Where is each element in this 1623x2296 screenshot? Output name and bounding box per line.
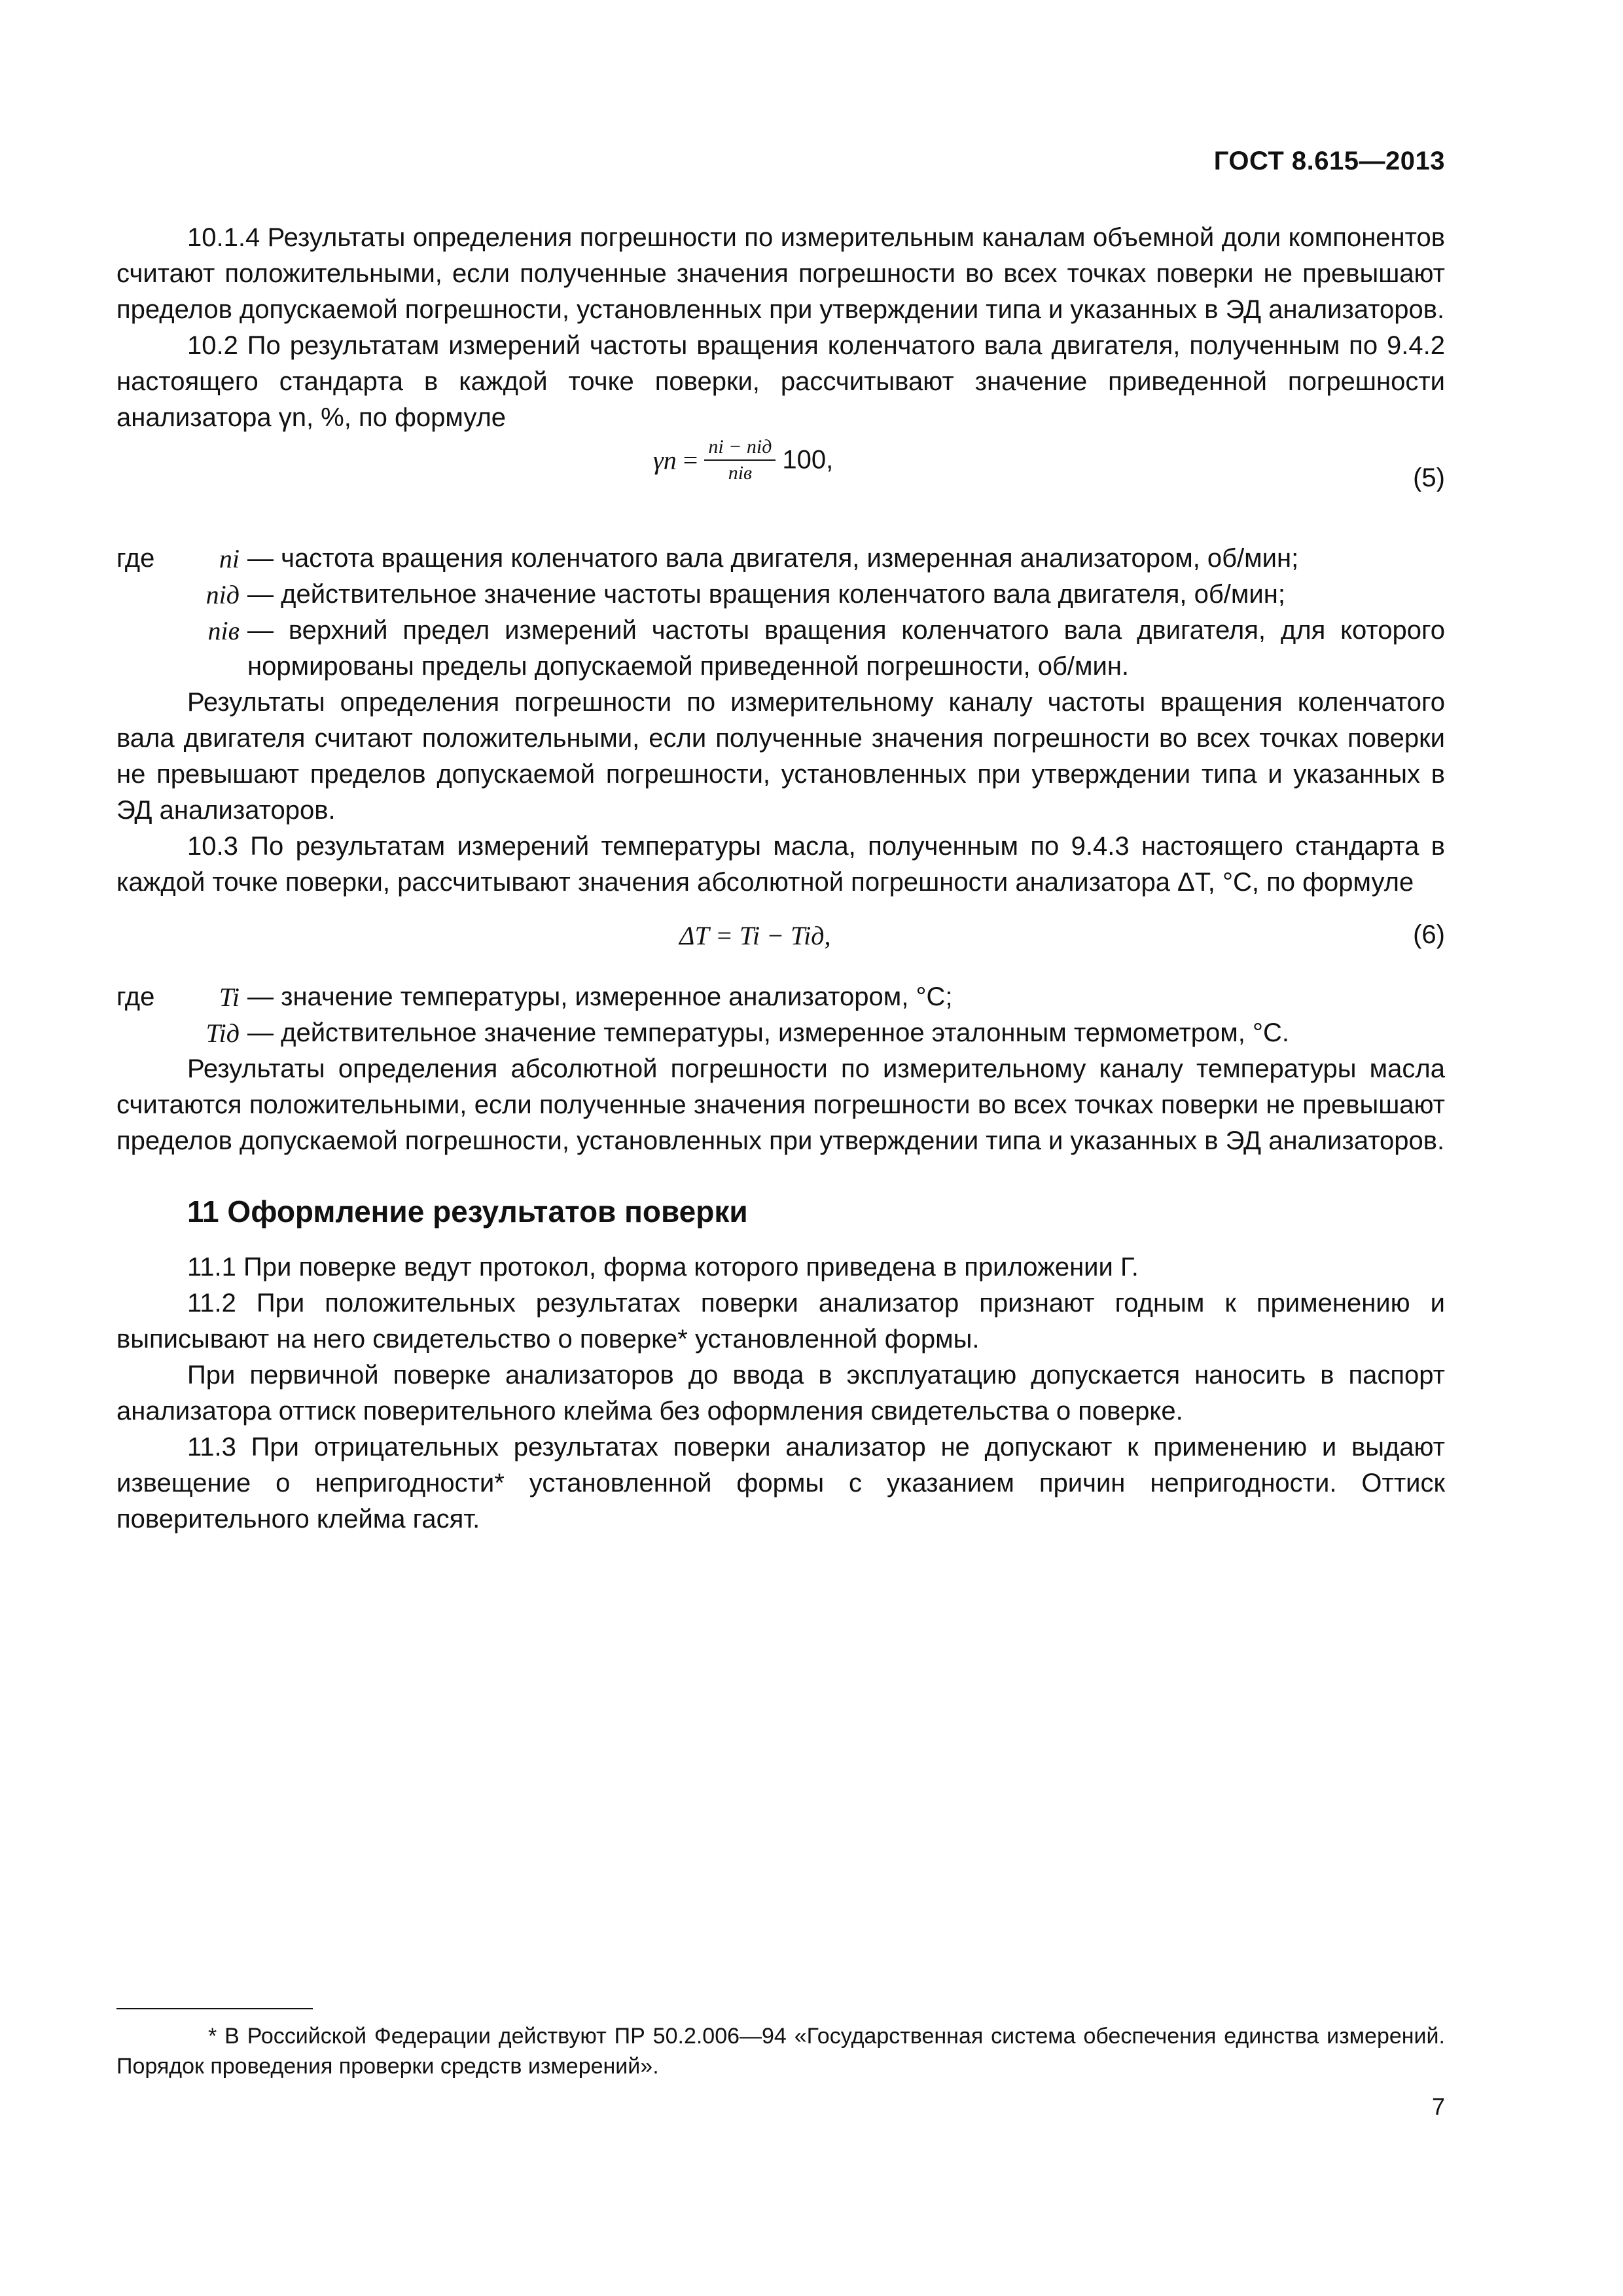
where-item bbox=[116, 1015, 1445, 1051]
where-list-6 bbox=[116, 979, 1445, 1051]
formula-5-expression: γn = $\frac{\text{ni − niд}}{\text{niв}}$ 100, bbox=[653, 436, 834, 484]
formula-5-numerator: ni − niд bbox=[704, 436, 776, 461]
where-text: — верхний предел измерений частоты вращения коленчатого вала двигателя, для которого нормированы пределы допускаемой приведенной погрешности, об/мин. bbox=[247, 616, 1445, 681]
formula-6-expression bbox=[679, 920, 831, 951]
paragraph-10-1-4: 10.1.4 Результаты определения погрешности по измерительным каналам объемной доли компонентов считают положительными, если полученные значения погрешности во всех точках поверки не превышают пределов допускаемой погрешности, установленных при утверждении типа и указанных в ЭД анализаторов. bbox=[116, 223, 1445, 324]
where-item bbox=[116, 613, 1445, 685]
formula-5-number: (5) bbox=[1413, 463, 1445, 492]
where-item bbox=[116, 979, 1445, 1015]
where-list-5 bbox=[116, 541, 1445, 685]
where-symbol: Tiд bbox=[205, 1018, 240, 1048]
where-text: — значение температуры, измеренное анализатором, °С; bbox=[247, 982, 953, 1011]
paragraph-10-2: 10.2 По результатам измерений частоты вращения коленчатого вала двигателя, полученным по 9.4.2 настоящего стандарта в каждой точке поверки, рассчитывают значение приведенной погрешности анализатора γn, %, по формуле bbox=[116, 331, 1445, 432]
formula-5-factor: 100, bbox=[782, 445, 834, 475]
formula-5-lhs: γn bbox=[653, 445, 677, 475]
formula-6 bbox=[116, 901, 1445, 979]
where-lead: где bbox=[116, 544, 155, 573]
where-symbol: niд bbox=[205, 580, 240, 609]
formula-5-denominator: niв bbox=[728, 462, 753, 484]
paragraph-11-3: 11.3 При отрицательных результатах поверки анализатор не допускают к применению и выдают извещение о непригодности* установленной формы с указанием причин непригодности. Оттиск поверительного клейма гасят. bbox=[116, 1433, 1445, 1534]
paragraph-10-3-result: Результаты определения абсолютной погрешности по измерительному каналу температуры масла считаются положительными, если полученные значения погрешности во всех точках поверки не превышают пределов допускаемой погрешности, установленных при утверждении типа и указанных в ЭД анализаторов. bbox=[116, 1054, 1445, 1155]
paragraph-11-2b: При первичной поверке анализаторов до ввода в эксплуатацию допускается наносить в паспорт анализатора оттиск поверительного клейма без оформления свидетельства о поверке. bbox=[116, 1361, 1445, 1426]
standard-header: ГОСТ 8.615—2013 bbox=[1213, 147, 1445, 175]
formula-6-text: ΔT = Ti − Tiд, bbox=[679, 921, 831, 950]
main-content bbox=[116, 220, 1445, 1537]
formula-6-number: (6) bbox=[1413, 920, 1445, 949]
where-text: — частота вращения коленчатого вала двигателя, измеренная анализатором, об/мин; bbox=[247, 544, 1299, 573]
page-number: 7 bbox=[1431, 2093, 1445, 2120]
where-symbol: niв bbox=[207, 616, 240, 645]
where-item bbox=[116, 541, 1445, 577]
paragraph-11-2: 11.2 При положительных результатах поверки анализатор признают годным к применению и выписывают на него свидетельство о поверке* установленной формы. bbox=[116, 1289, 1445, 1354]
where-item bbox=[116, 577, 1445, 613]
formula-5 bbox=[116, 436, 1445, 541]
paragraph-11-1: 11.1 При поверке ведут протокол, форма которого приведена в приложении Г. bbox=[187, 1253, 1139, 1282]
formula-5-fraction bbox=[704, 436, 776, 484]
where-text: — действительное значение частоты вращения коленчатого вала двигателя, об/мин; bbox=[247, 580, 1285, 609]
where-symbol: ni bbox=[219, 544, 240, 573]
paragraph-10-3: 10.3 По результатам измерений температуры масла, полученным по 9.4.3 настоящего стандарта в каждой точке поверки, рассчитывают значения абсолютной погрешности анализатора ΔT, °С, по формуле bbox=[116, 832, 1445, 897]
footnote: * В Российской Федерации действуют ПР 50.2.006—94 «Государственная система обеспечения единства измерений. Порядок проведения проверки средств измерений». bbox=[116, 2024, 1445, 2079]
paragraph-10-2-result: Результаты определения погрешности по измерительному каналу частоты вращения коленчатого вала двигателя считают положительными, если полученные значения погрешности во всех точках поверки не превышают пределов допускаемой погрешности, установленных при утверждении типа и указанных в ЭД анализаторов. bbox=[116, 688, 1445, 825]
footnote-divider bbox=[116, 2008, 313, 2009]
where-symbol: Ti bbox=[219, 982, 240, 1012]
section-11-title: 11 Оформление результатов поверки bbox=[187, 1194, 748, 1229]
where-lead: где bbox=[116, 982, 155, 1011]
where-text: — действительное значение температуры, измеренное эталонным термометром, °С. bbox=[247, 1018, 1289, 1047]
